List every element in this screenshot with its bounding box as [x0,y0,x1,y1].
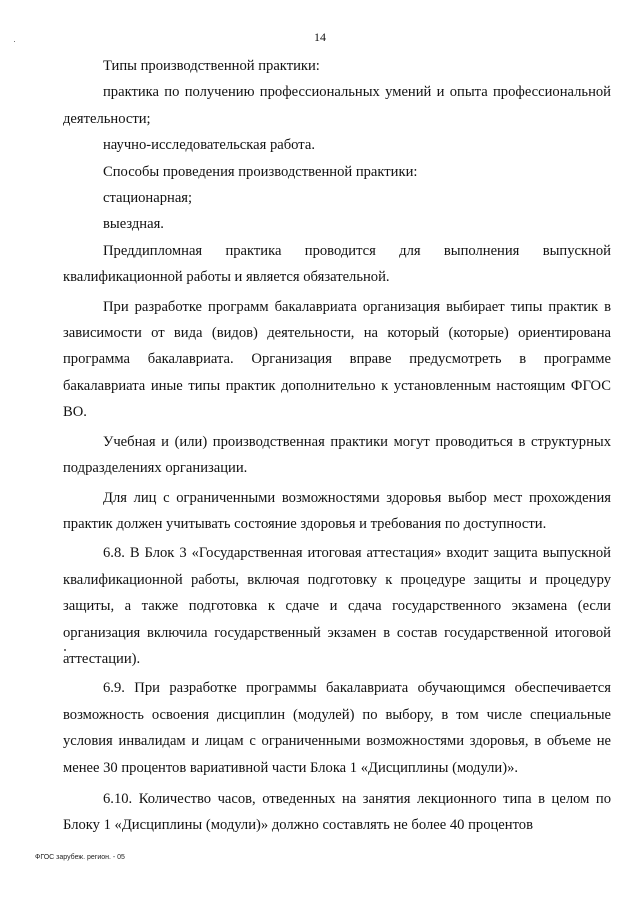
scan-speck [14,41,15,42]
paragraph-practice-professional-skills: практика по получению профессиональных умений и опыта профессиональной деятельности; [63,84,611,127]
paragraph-practice-types-heading: Типы производственной практики: [103,58,320,74]
paragraph-research-work: научно-исследовательская работа. [103,137,315,154]
paragraph-stationary: стационарная; [103,190,193,207]
paragraph-field: выездная. [103,216,164,233]
paragraph-program-development: При разработке программ бакалавриата организация выбирает типы практик в зависимости от вида (видов) деятельности, на который (которые) ориентирована программа бакалавриата. Организация вправе предусмотреть в программе бакалавриата иные типы практик дополнительно к установленным настоящим ФГОС ВО. [63,298,611,421]
document-body [63,53,611,839]
paragraph-disabled-persons: Для лиц с ограниченными возможностями здоровья выбор мест прохождения практик должен учитывать состояние здоровья и требования по доступности. [63,489,611,532]
page-number: 14 [314,30,326,44]
paragraph-section-6-9: 6.9. При разработке программы бакалавриата обучающимся обеспечивается возможность освоения дисциплин (модулей) по выбору, в том числе специальные условия инвалидам и лицам с ограниченными возможностями здоровья, в объеме не менее 30 процентов вариативной части Блока 1 «Дисциплины (модули)». [63,680,611,776]
paragraph-structural-units: Учебная и (или) производственная практики могут проводиться в структурных подразделениях организации. [63,433,611,477]
paragraph-pre-diploma-practice: Преддипломная практика проводится для выполнения выпускной квалификационной работы и является обязательной. [63,242,611,286]
paragraph-section-6-10: 6.10. Количество часов, отведенных на занятия лекционного типа в целом по Блоку 1 «Дисциплины (модули)» должно составлять не более 40 процентов [63,790,611,834]
paragraph-practice-methods-heading: Способы проведения производственной практики: [103,163,418,180]
document-footer-code: ФГОС зарубеж. регион. - 05 [35,854,125,861]
scan-speck [64,649,66,651]
paragraph-section-6-8: 6.8. В Блок 3 «Государственная итоговая аттестация» входит защита выпускной квалификационной работы, включая подготовку к процедуре защиты и процедуру защиты, а также подготовка к сдаче и сдача государственного экзамена (если организация включила государственный экзамен в состав государственной итоговой аттестации). [63,545,611,667]
